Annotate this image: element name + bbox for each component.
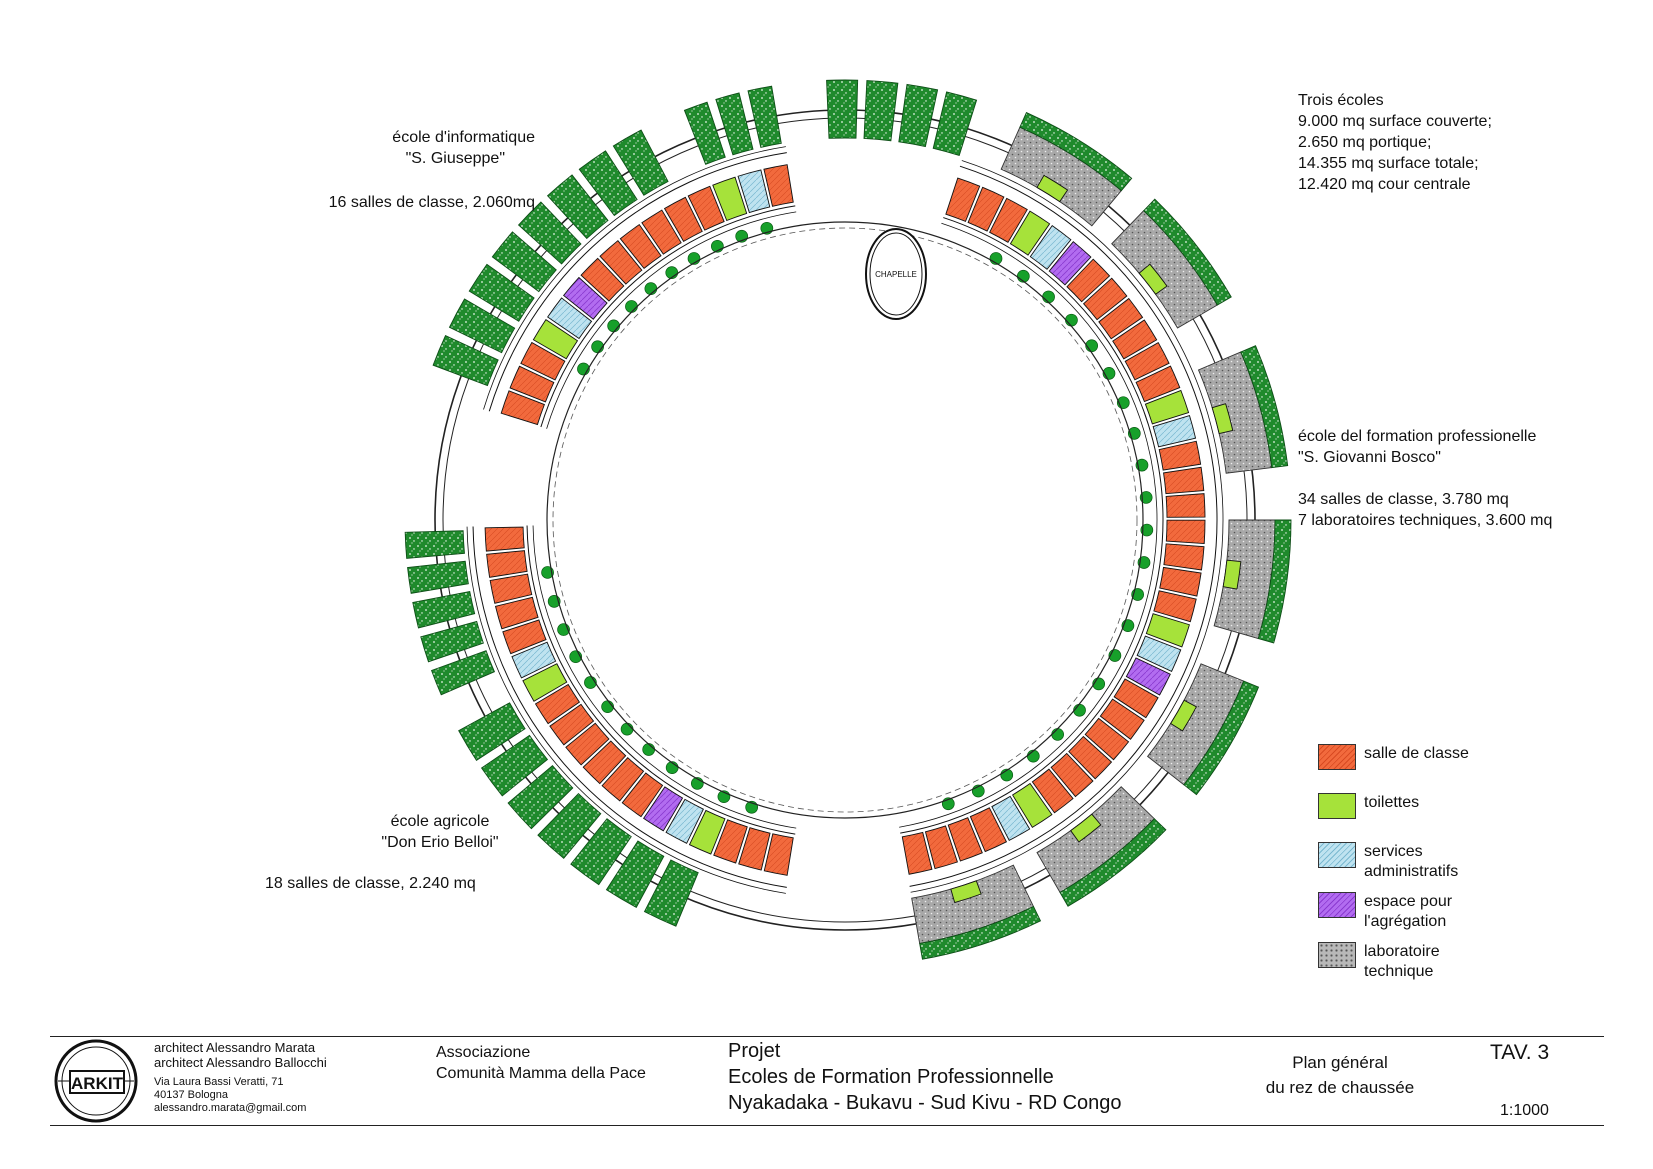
tree <box>643 743 655 755</box>
garden-plot <box>408 561 469 593</box>
legend-label: espace pour <box>1364 893 1453 910</box>
toilet-swatch <box>1318 793 1356 819</box>
legend-label: l'agrégation <box>1364 913 1447 930</box>
classroom <box>1164 544 1204 570</box>
classroom <box>1164 467 1204 493</box>
summary-line: 14.355 mq surface totale; <box>1298 155 1479 172</box>
architect-name: architect Alessandro Marata <box>154 1040 316 1055</box>
drawing-scale: 1:1000 <box>1500 1102 1549 1119</box>
classroom <box>485 527 524 551</box>
footer-top-rule <box>50 1036 1604 1037</box>
classroom <box>1166 494 1205 518</box>
garden-plot <box>827 80 858 138</box>
address-line: Via Laura Bassi Veratti, 71 <box>154 1076 284 1088</box>
stats-line: 7 laboratoires techniques, 3.600 mq <box>1298 512 1553 529</box>
school-informatique-label <box>260 127 535 169</box>
logo-text: ARKIT <box>71 1074 123 1093</box>
summary-line: 9.000 mq surface couverte; <box>1298 113 1492 130</box>
chapel-label: CHAPELLE <box>875 270 917 279</box>
legend-label: toilettes <box>1364 794 1420 811</box>
classroom <box>1160 567 1201 596</box>
summary-line: 12.420 mq cour centrale <box>1298 176 1471 193</box>
summary-title: Trois écoles <box>1298 92 1384 109</box>
garden-plot <box>405 531 464 559</box>
association-line: Associazione <box>436 1044 531 1061</box>
garden-plot <box>413 592 475 628</box>
school-patron: "Don Erio Belloi" <box>381 834 499 851</box>
school-informatique-stats: 16 salles de classe, 2.060mq <box>328 194 535 211</box>
project-line: Nyakadaka - Bukavu - Sud Kivu - RD Congo <box>728 1092 1122 1114</box>
school-professionnelle-label <box>1298 426 1618 468</box>
tree <box>602 701 614 713</box>
classroom <box>1166 520 1205 543</box>
tree <box>1065 314 1077 326</box>
tree <box>1017 270 1029 282</box>
project-line: Projet <box>728 1040 781 1062</box>
legend-label: services <box>1364 843 1423 860</box>
association-block <box>436 1042 696 1084</box>
legend-label: laboratoire <box>1364 943 1440 960</box>
portico-arc <box>533 525 796 828</box>
classroom <box>487 551 527 578</box>
legend-item-toilet <box>1318 793 1618 837</box>
legend-item-classroom <box>1318 744 1618 788</box>
tree <box>621 723 633 735</box>
address-email: alessandro.marata@gmail.com <box>154 1102 307 1114</box>
architect-name: architect Alessandro Ballocchi <box>154 1055 327 1070</box>
tree <box>1043 291 1055 303</box>
school-professionnelle-stats <box>1298 489 1618 531</box>
courtyard-path <box>553 228 1137 812</box>
sheet-number: TAV. 3 <box>1490 1041 1550 1064</box>
legend-item-agregation <box>1318 892 1618 936</box>
tree <box>608 320 620 332</box>
association-line: Comunità Mamma della Pace <box>436 1065 646 1082</box>
lab-swatch <box>1318 942 1356 968</box>
legend-label: technique <box>1364 963 1434 980</box>
architects-block <box>154 1040 404 1070</box>
school-patron: "S. Giuseppe" <box>405 150 505 167</box>
admin-swatch <box>1318 842 1356 868</box>
classroom-swatch <box>1318 744 1356 770</box>
tree <box>1052 728 1064 740</box>
stats-line: 34 salles de classe, 3.780 mq <box>1298 491 1509 508</box>
garden-plot <box>899 84 938 146</box>
plan-title-block <box>1230 1050 1450 1100</box>
tree <box>645 283 657 295</box>
school-patron: "S. Giovanni Bosco" <box>1298 449 1441 466</box>
tree <box>625 300 637 312</box>
address-block <box>154 1076 404 1115</box>
legend-item-lab <box>1318 942 1618 986</box>
school-name: école del formation professionelle <box>1298 428 1537 445</box>
legend-label: administratifs <box>1364 863 1459 880</box>
school-name: école d'informatique <box>392 129 535 146</box>
project-line: Ecoles de Formation Professionnelle <box>728 1066 1054 1088</box>
school-name: école agricole <box>390 813 490 830</box>
legend-label: salle de classe <box>1364 745 1469 762</box>
garden-plot <box>933 92 976 156</box>
legend-item-admin <box>1318 842 1618 886</box>
summary-block <box>1298 90 1598 195</box>
arkit-logo <box>52 1038 144 1124</box>
school-agricole-label <box>330 811 550 853</box>
courtyard-ring <box>547 222 1143 818</box>
address-line: 40137 Bologna <box>154 1089 229 1101</box>
agregation-swatch <box>1318 892 1356 918</box>
garden-plot <box>864 81 898 141</box>
tree <box>1074 704 1086 716</box>
plan-title-line: du rez de chaussée <box>1265 1078 1415 1097</box>
garden-plot <box>748 86 781 147</box>
plan-title-line: Plan général <box>1292 1053 1388 1072</box>
footer-bottom-rule <box>50 1125 1604 1126</box>
tree <box>1027 750 1039 762</box>
school-agricole-stats: 18 salles de classe, 2.240 mq <box>265 875 476 892</box>
project-block <box>728 1038 1208 1116</box>
summary-line: 2.650 mq portique; <box>1298 134 1432 151</box>
